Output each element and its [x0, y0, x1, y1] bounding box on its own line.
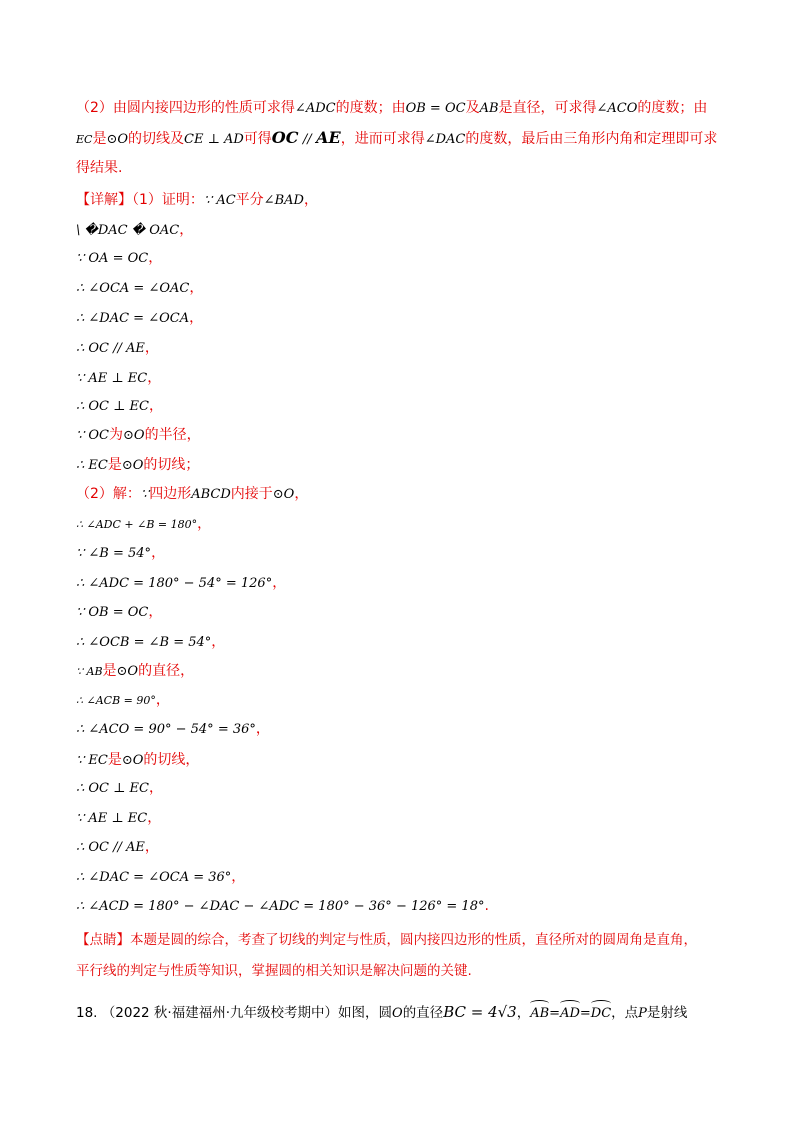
math: =	[579, 1006, 591, 1021]
proof-line	[76, 690, 170, 711]
analysis-line-1	[76, 98, 707, 119]
math: ⊙O	[272, 487, 295, 502]
text: ，	[211, 634, 226, 650]
math: ∵ AB	[76, 665, 103, 678]
math: AB	[479, 101, 499, 116]
math: ∴ OC ⊥ EC	[76, 399, 149, 414]
text: 是	[107, 752, 122, 768]
math: ∴ OC ⊥ EC	[76, 781, 149, 796]
math: //	[302, 132, 312, 147]
math: ∴ ∠DAC = ∠OCA	[76, 311, 190, 326]
proof-line	[76, 278, 203, 299]
text: 内接于	[230, 486, 273, 502]
math: ∴ ∠OCA = ∠OAC	[76, 281, 190, 296]
text: 及	[465, 100, 480, 116]
text: 是	[107, 457, 122, 473]
math: ABCD	[191, 487, 231, 502]
analysis-line-3	[76, 158, 122, 178]
text: 的度数，最后由三角形内角和定理即可求	[465, 131, 718, 147]
math: ∵ OA = OC	[76, 251, 149, 266]
proof-line	[76, 867, 245, 888]
math: P	[638, 1006, 647, 1021]
math: ∠BAD	[263, 193, 304, 208]
text: ，	[155, 692, 170, 708]
comment-line-2	[76, 961, 472, 981]
proof-line	[76, 514, 211, 535]
text: ，	[294, 486, 309, 502]
text: 可得	[243, 131, 272, 147]
text: ，	[189, 310, 204, 326]
proof-line	[76, 396, 163, 417]
math: ⊙O	[121, 458, 144, 473]
math: AE	[316, 128, 341, 147]
math: ⊙O	[116, 664, 139, 679]
text: 的度数；由	[637, 100, 708, 116]
math: ∴ ∠ADC = 180° − 54° = 126°	[76, 576, 273, 591]
proof-line	[76, 808, 161, 829]
arc-ab: AB	[530, 1004, 549, 1024]
math: O	[392, 1006, 403, 1021]
text: （2022 秋·福建福州·九年级校考期中）如图，圆	[101, 1005, 393, 1021]
proof-line	[76, 573, 286, 594]
math: ∴ OC // AE	[76, 840, 145, 855]
text: 为	[109, 427, 124, 443]
math: ∴ ∠DAC = ∠OCA = 36°	[76, 870, 232, 885]
text: ，	[147, 370, 162, 386]
math: =	[549, 1006, 561, 1021]
math: ∴ ∠OCB = ∠B = 54°	[76, 635, 212, 650]
text: 的切线；	[143, 457, 200, 473]
math: ∠ACO	[596, 101, 638, 116]
text: ，	[255, 721, 270, 737]
text: 【点睛】本题是圆的综合，考查了切线的判定与性质，圆内接四边形的性质，直径所对的圆周角是直角，	[76, 932, 697, 948]
text: ，进而可求得	[340, 131, 425, 147]
text: ，	[272, 575, 287, 591]
proof-line	[76, 632, 225, 653]
math: ∵ OB = OC	[76, 605, 149, 620]
math: ⊙O	[123, 428, 145, 443]
text: .	[484, 898, 489, 914]
arc-dc: DC	[591, 1004, 611, 1024]
comment-line-1	[76, 930, 697, 950]
math: ∴ EC	[76, 458, 108, 473]
text: 平分	[235, 192, 264, 208]
proof-line	[76, 368, 161, 389]
proof-line	[76, 837, 159, 858]
text: 的半径，	[144, 427, 201, 443]
math: ∵ AE ⊥ EC	[76, 371, 148, 386]
proof-line	[76, 719, 270, 740]
text: ，	[144, 340, 159, 356]
text: 平行线的判定与性质等知识，掌握圆的相关知识是解决问题的关键.	[76, 963, 472, 979]
part2-heading	[76, 484, 308, 505]
text: 的度数；由	[335, 100, 406, 116]
math: ∴ OC // AE	[76, 341, 145, 356]
math: ∴ ∠ADC + ∠B = 180°	[76, 518, 198, 531]
question-number: 18.	[76, 1005, 98, 1021]
proof-line	[76, 338, 159, 359]
text: 是射线	[646, 1005, 688, 1021]
text: 是直径，可求得	[498, 100, 597, 116]
math: ∴ ∠ACB = 90°	[76, 694, 156, 707]
text: ，	[148, 604, 163, 620]
text: 的直径，	[138, 663, 195, 679]
proof-line	[76, 543, 165, 564]
text: 四边形	[149, 486, 192, 502]
proof-line	[76, 248, 162, 269]
math: OC	[271, 128, 299, 147]
math: ∠ADC	[294, 101, 336, 116]
proof-line	[76, 220, 193, 241]
text: ，	[147, 810, 162, 826]
math: ∵ AE ⊥ EC	[76, 811, 148, 826]
math: ∵ AC	[203, 193, 236, 208]
math: \ �DAC � OAC	[76, 223, 180, 238]
proof-line	[76, 308, 203, 329]
text: 得结果.	[76, 160, 123, 176]
proof-line	[76, 896, 489, 917]
text: ，	[197, 516, 212, 532]
math: ∵ ∠B = 54°	[76, 546, 152, 561]
math: ⊙O	[106, 132, 129, 147]
math: ∵ OC	[76, 428, 110, 443]
arc-ad: AD	[560, 1004, 580, 1024]
text: 的切线，	[143, 752, 200, 768]
analysis-line-2	[76, 128, 717, 150]
text: ，	[179, 222, 194, 238]
text: （2）解：	[76, 486, 141, 502]
math: CE ⊥ AD	[184, 132, 244, 147]
proof-line	[76, 425, 201, 446]
math: EC	[76, 133, 93, 146]
proof-line	[76, 602, 162, 623]
text: （2）由圆内接四边形的性质可求得	[76, 100, 295, 116]
text: ，	[148, 250, 163, 266]
text: 是	[102, 663, 117, 679]
text: ，	[148, 398, 163, 414]
text: ，点	[611, 1005, 639, 1021]
text: ，	[231, 869, 246, 885]
text: 的切线及	[128, 131, 185, 147]
proof-line	[76, 778, 163, 799]
math: ∴ ∠ACD = 180° − ∠DAC − ∠ADC = 180° − 36° − 126° = 18°	[76, 899, 485, 914]
text: 的直径	[402, 1005, 444, 1021]
text: 是	[92, 131, 107, 147]
math: ∴ ∠ACO = 90° − 54° = 36°	[76, 722, 256, 737]
math: BC = 4√3	[443, 1003, 517, 1021]
question-18	[76, 1002, 687, 1024]
text: ，	[148, 780, 163, 796]
proof-line	[76, 750, 199, 771]
proof-line	[76, 661, 194, 682]
text: ，	[189, 280, 204, 296]
math: ∵ EC	[76, 753, 108, 768]
text: ，	[516, 1005, 531, 1021]
math: ⊙O	[121, 753, 144, 768]
text: 【详解】（1）证明：	[76, 192, 204, 208]
math: ∵	[140, 487, 150, 502]
proof-line	[76, 455, 199, 476]
text: ，	[151, 545, 166, 561]
text: ，	[303, 192, 318, 208]
math: ∠DAC	[424, 132, 466, 147]
text: ，	[144, 839, 159, 855]
detail-heading	[76, 190, 318, 211]
math: OB = OC	[405, 101, 466, 116]
